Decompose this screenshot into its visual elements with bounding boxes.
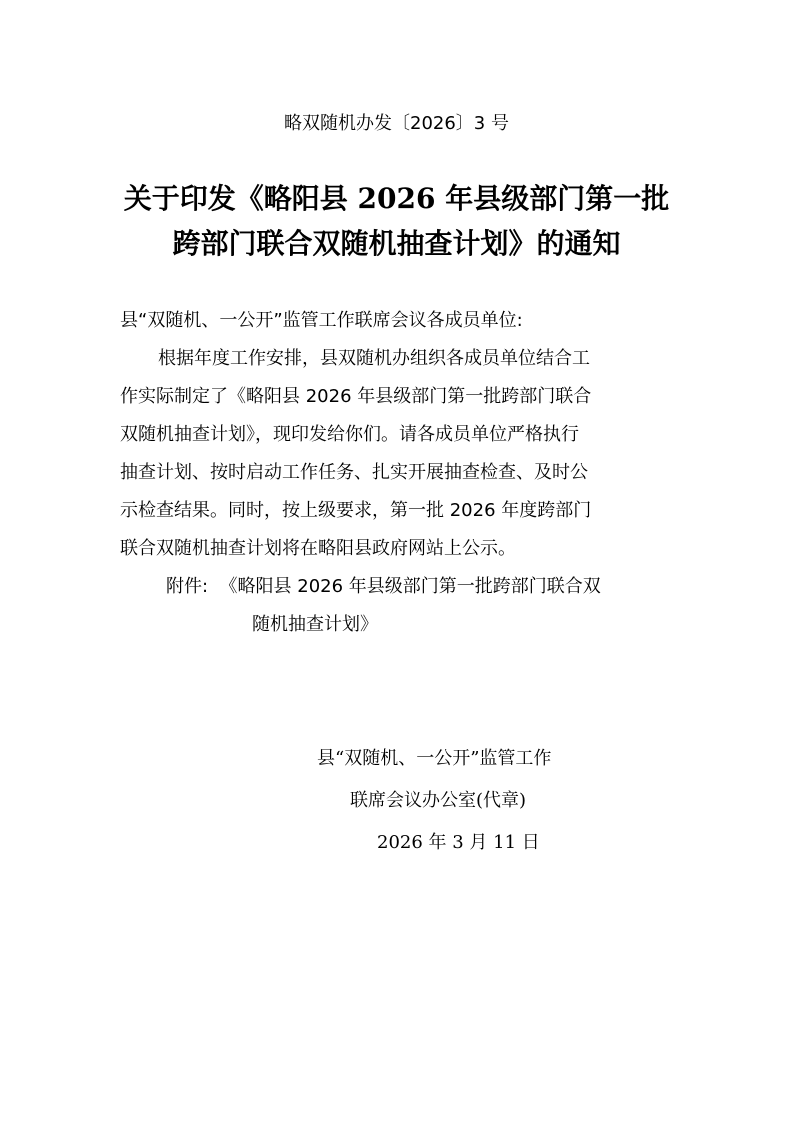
title-line-1: 关于印发《略阳县 2026 年县级部门第一批: [123, 182, 670, 215]
attachment-label: 附件:: [166, 576, 209, 597]
signature-org-line-1: 县“双随机、一公开”监管工作: [317, 748, 552, 769]
document-title: [60, 176, 733, 266]
body-line: 根据年度工作安排，县双随机办组织各成员单位结合工: [158, 348, 590, 369]
title-line-2: 跨部门联合双随机抽查计划》的通知: [172, 227, 621, 260]
body-line: 双随机抽查计划》，现印发给你们。请各成员单位严格执行: [120, 424, 579, 445]
attachment-line: [120, 568, 680, 606]
body-line: 联合双随机抽查计划将在略阳县政府网站上公示。: [120, 538, 516, 559]
document-body: [120, 302, 680, 644]
body-line: 作实际制定了《略阳县 2026 年县级部门第一批跨部门联合: [120, 386, 592, 407]
signature-date: 2026 年 3 月 11 日: [377, 832, 540, 853]
attachment-title: 《略阳县 2026 年县级部门第一批跨部门联合双: [219, 576, 601, 597]
body-line: 抽查计划、按时启动工作任务、扎实开展抽查检查、及时公: [120, 462, 588, 483]
signature-block: [260, 738, 660, 864]
document-number: 略双随机办发〔2026〕3 号: [284, 113, 509, 134]
attachment-title-cont: 随机抽查计划》: [252, 614, 378, 635]
signature-org-line-2: 联席会议办公室(代章): [350, 790, 527, 811]
salutation: 县“双随机、一公开”监管工作联席会议各成员单位:: [120, 310, 523, 331]
body-line: 示检查结果。同时，按上级要求，第一批 2026 年度跨部门: [120, 500, 592, 521]
